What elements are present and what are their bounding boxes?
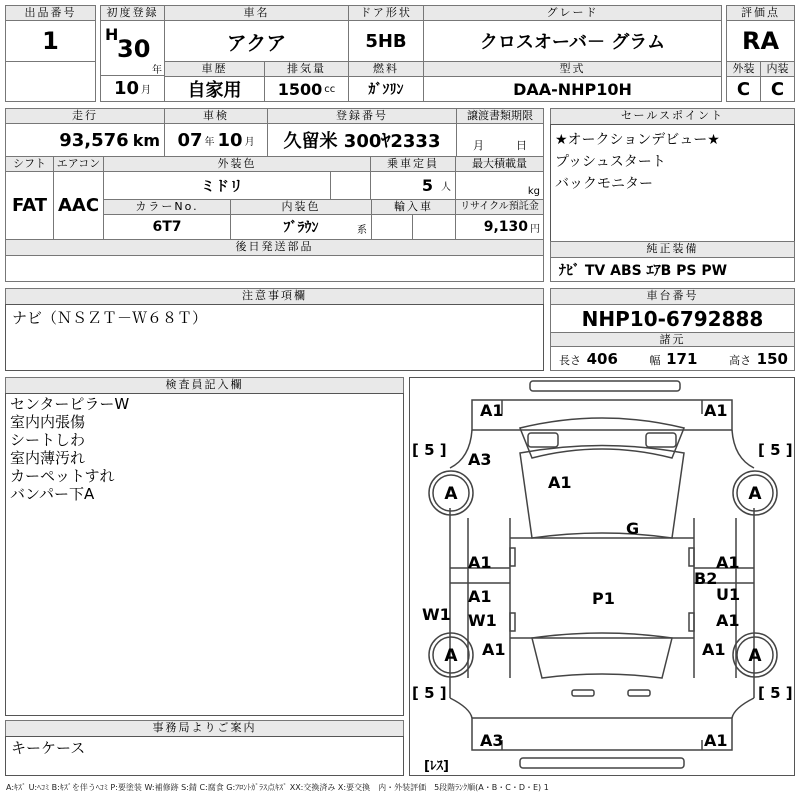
later-parts-value [5, 255, 544, 282]
tire-mark: A [748, 484, 762, 504]
height-group [727, 349, 788, 368]
damage-mark: A1 [716, 553, 740, 572]
displacement-label: 排気量 [264, 61, 349, 77]
height: 150 [756, 350, 788, 368]
recycle-label: リサイクル預託金 [455, 199, 544, 215]
model-label: 型式 [423, 61, 722, 77]
insp-month: 10 [217, 129, 243, 151]
length-group [557, 349, 618, 368]
int-color-unit: 系 [357, 225, 367, 236]
year-unit: 年 [152, 65, 162, 76]
insp-month-unit: 月 [244, 136, 255, 148]
int-color: ﾌﾞﾗｳﾝ [283, 220, 319, 236]
damage-mark: A1 [704, 731, 728, 750]
damage-mark: A1 [702, 640, 726, 659]
displacement-cell [264, 76, 349, 102]
height-label: 高さ [729, 354, 752, 367]
office-label: 事務局よりご案内 [5, 720, 404, 737]
equipment-value: ﾅﾋﾞ TV ABS ｴｱB PS PW [550, 257, 795, 282]
width-group [648, 349, 698, 368]
inspector-box [5, 393, 404, 716]
damage-mark: W1 [422, 605, 451, 624]
damage-mark: A1 [468, 553, 492, 572]
color-label: 外装色 [103, 156, 371, 172]
capacity-label: 乗車定員 [370, 156, 456, 172]
load-label: 最大積載量 [455, 156, 544, 172]
int-color-cell [230, 214, 372, 240]
sales-label: セールスポイント [550, 108, 795, 125]
office-box [5, 736, 404, 776]
recycle: 9,130 [483, 219, 528, 235]
length: 406 [586, 350, 618, 368]
damage-mark: P1 [592, 589, 615, 608]
legend: A:ｷｽﾞ U:ﾍｺﾐ B:ｷｽﾞを伴うﾍｺﾐ P:要塗装 W:補修跡 S:錆 C:腐食 G:ﾌﾛﾝﾄｶﾞﾗｽ点ｷｽﾞ XX:交換済み X:要交換 内・外装評価 5段階ﾗﾝｸ順(A・B・C・D・E) 1 [6, 783, 549, 792]
capacity-cell [370, 171, 456, 200]
car-name: アクア [164, 20, 349, 62]
sales-line: ★オークションデビュー★ [555, 132, 720, 148]
damage-mark: A1 [704, 401, 728, 420]
reg-month-cell [100, 75, 165, 102]
inspector-line: 室内薄汚れ [10, 449, 86, 467]
damage-mark: W1 [468, 611, 497, 630]
ext-grade: C [726, 76, 761, 102]
history-label: 車歴 [164, 61, 265, 77]
color-no-label: カラーNo. [103, 199, 231, 215]
chassis-number: NHP10-6792888 [550, 304, 795, 333]
first-reg-label: 初度登録 [100, 5, 165, 21]
inspector-line: シートしわ [10, 431, 86, 449]
displacement: 1500 [277, 79, 323, 99]
damage-mark: A3 [480, 731, 504, 750]
tire-count: [ 5 ] [412, 684, 447, 702]
import-label: 輸入車 [371, 199, 456, 215]
plate: 久留米 300ﾔ2333 [267, 123, 457, 157]
damage-mark: A1 [480, 401, 504, 420]
capacity-unit: 人 [441, 182, 451, 193]
insp-year: 07 [177, 129, 203, 151]
mileage-cell [5, 123, 165, 157]
ac-label: エアコン [53, 156, 104, 172]
tire-mark: A [748, 646, 762, 666]
fuel: ｶﾞｿﾘﾝ [348, 76, 424, 102]
damage-mark: B2 [694, 569, 718, 588]
dims-label: 諸元 [550, 332, 795, 347]
inspection-cell [164, 123, 268, 157]
door-label: ドア形状 [348, 5, 424, 21]
reg-month: 10 [113, 78, 140, 99]
inspector-line: バンパー下A [10, 485, 95, 503]
insp-year-unit: 年 [204, 136, 215, 148]
sales-line: バックモニター [555, 176, 653, 192]
score-label: 評価点 [726, 5, 795, 21]
door-type: 5HB [348, 20, 424, 62]
int-color-label: 内装色 [230, 199, 372, 215]
color: ミドリ [201, 178, 243, 195]
transfer-cell [456, 123, 544, 157]
lot-label: 出品番号 [5, 5, 96, 21]
shift: FAT [5, 171, 54, 240]
tire-count: [ 5 ] [412, 441, 447, 459]
lot-blank [5, 61, 96, 102]
mileage-unit: km [132, 130, 160, 150]
grade: クロスオーバ－ グラム [423, 20, 722, 62]
later-parts-label: 後日発送部品 [5, 239, 544, 256]
shift-label: シフト [5, 156, 54, 172]
import-cell [371, 214, 456, 240]
tire-mark: A [444, 646, 458, 666]
import-divider [412, 214, 413, 240]
spare-tire: [ﾚｽ] [424, 759, 449, 774]
tire-count: [ 5 ] [758, 684, 793, 702]
load-cell [455, 171, 544, 200]
mileage-label: 走行 [5, 108, 165, 124]
width: 171 [666, 350, 698, 368]
inspector-line: 室内内張傷 [10, 413, 86, 431]
load-unit: kg [527, 186, 540, 197]
transfer-month-unit: 月 [473, 139, 484, 152]
damage-mark: G [626, 519, 640, 538]
displacement-unit: cc [324, 83, 336, 95]
recycle-unit: 円 [530, 223, 540, 235]
first-reg-year-cell [100, 20, 165, 76]
month-unit: 月 [141, 85, 152, 96]
capacity: 5 [421, 176, 433, 195]
damage-mark: A1 [468, 587, 492, 606]
recycle-cell [455, 214, 544, 240]
ext-label: 外装 [726, 61, 761, 77]
lot-number: 1 [5, 20, 96, 62]
int-label: 内装 [760, 61, 795, 77]
width-label: 幅 [649, 354, 661, 367]
caution-label: 注意事項欄 [5, 288, 544, 305]
damage-mark: A1 [482, 640, 506, 659]
transfer-day-unit: 日 [516, 139, 527, 152]
equipment-label: 純正装備 [550, 241, 795, 258]
score: RA [726, 20, 795, 62]
mileage: 93,576 [59, 129, 129, 151]
ac: AAC [53, 171, 104, 240]
color-divider [330, 171, 331, 200]
car-outline [410, 378, 794, 775]
dims-cell [550, 346, 795, 371]
sales-line: プッシュスタート [555, 154, 666, 170]
office-text: キーケース [11, 739, 86, 757]
damage-mark: A1 [716, 611, 740, 630]
sales-box [550, 124, 795, 242]
inspector-label: 検査員記入欄 [5, 377, 404, 394]
inspector-line: センターピラーW [10, 395, 130, 413]
inspector-line: カーペットすれ [10, 467, 115, 485]
transfer-label: 譲渡書類期限 [456, 108, 544, 124]
history: 自家用 [164, 76, 265, 102]
reg-year: 30 [117, 35, 151, 63]
length-label: 長さ [559, 354, 581, 367]
era: H [105, 25, 119, 44]
caution-box [5, 304, 544, 371]
tire-mark: A [444, 484, 458, 504]
damage-diagram [409, 377, 795, 776]
inspection-label: 車検 [164, 108, 268, 124]
chassis-label: 車台番号 [550, 288, 795, 305]
grade-label: グレード [423, 5, 722, 21]
damage-mark: A3 [468, 450, 492, 469]
model: DAA-NHP10H [423, 76, 722, 102]
caution-text: ナビ（ＮＳＺＴ－Ｗ６８Ｔ） [12, 309, 208, 327]
damage-mark: A1 [548, 473, 572, 492]
damage-mark: U1 [716, 585, 741, 604]
int-grade: C [760, 76, 795, 102]
fuel-label: 燃料 [348, 61, 424, 77]
car-name-label: 車名 [164, 5, 349, 21]
plate-label: 登録番号 [267, 108, 457, 124]
tire-count: [ 5 ] [758, 441, 793, 459]
color-no: 6T7 [103, 214, 231, 240]
